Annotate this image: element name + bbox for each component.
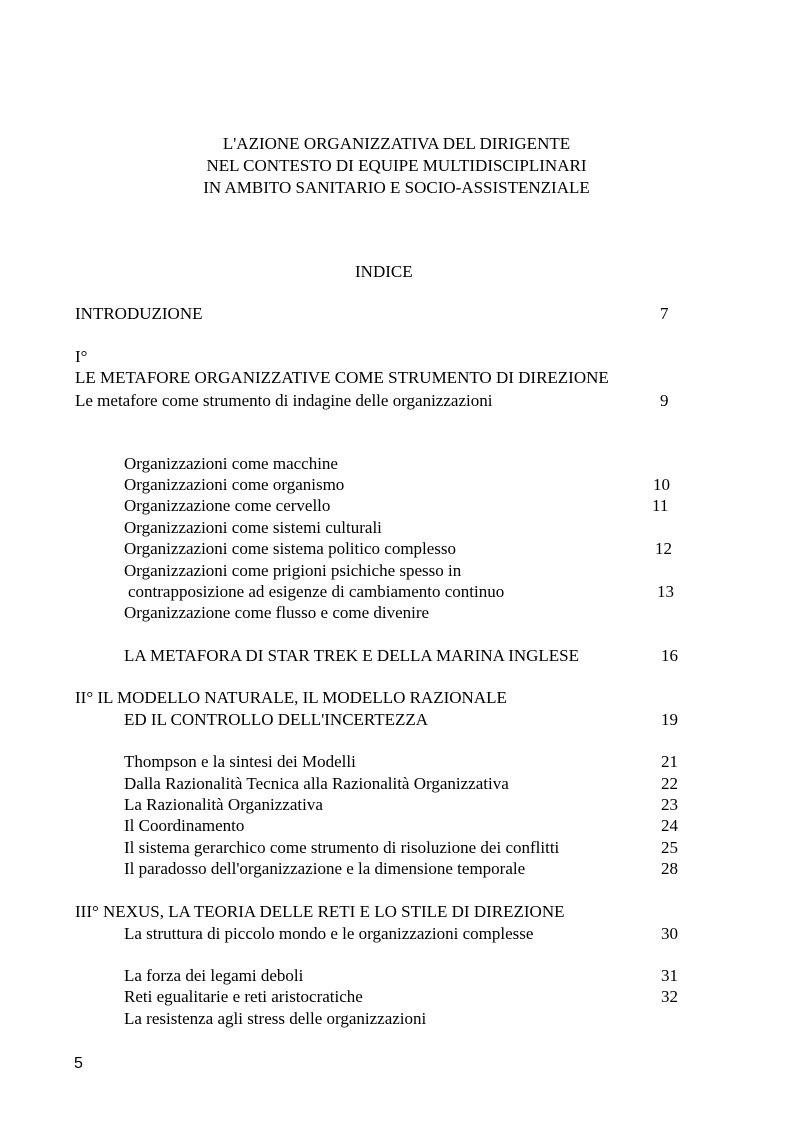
toc-page: 16 [661, 646, 678, 665]
toc-item: La Razionalità Organizzativa [124, 795, 323, 814]
toc-item: LA METAFORA DI STAR TREK E DELLA MARINA INGLESE [124, 646, 580, 665]
toc-page: 13 [657, 582, 674, 601]
toc-page: 32 [661, 987, 678, 1006]
toc-item: Organizzazioni come prigioni psichiche spesso in [124, 561, 462, 580]
toc-item: Organizzazioni come macchine [124, 454, 338, 473]
toc-page: 21 [661, 752, 678, 771]
toc-page: 25 [661, 838, 678, 857]
toc-item: Organizzazioni come organismo [124, 475, 345, 494]
title-line-2: NEL CONTESTO DI EQUIPE MULTIDISCIPLINARI [206, 156, 587, 175]
toc-chapter-ii-title-cont: ED IL CONTROLLO DELL'INCERTEZZA [124, 710, 429, 729]
toc-page: 11 [652, 496, 669, 515]
toc-item: La resistenza agli stress delle organizzazioni [124, 1009, 427, 1028]
toc-chapter-i-title: LE METAFORE ORGANIZZATIVE COME STRUMENTO DI DIREZIONE [75, 368, 609, 387]
title-line-1: L'AZIONE ORGANIZZATIVA DEL DIRIGENTE [222, 134, 571, 153]
toc-page: 12 [655, 539, 672, 558]
toc-page: 28 [661, 859, 678, 878]
toc-page: 9 [660, 391, 669, 410]
toc-item: Le metafore come strumento di indagine delle organizzazioni [75, 391, 493, 410]
document-title [0, 133, 793, 199]
toc-chapter-ii-title: II° IL MODELLO NATURALE, IL MODELLO RAZIONALE [75, 688, 507, 707]
toc-item: Il paradosso dell'organizzazione e la dimensione temporale [124, 859, 526, 878]
index-heading: INDICE [355, 262, 413, 281]
toc-item-introduzione: INTRODUZIONE [75, 304, 203, 323]
toc-page: 22 [661, 774, 678, 793]
toc-item: Reti egualitarie e reti aristocratiche [124, 987, 363, 1006]
toc-item: Dalla Razionalità Tecnica alla Razionalità Organizzativa [124, 774, 509, 793]
toc-page: 10 [653, 475, 670, 494]
toc-chapter-i-number: I° [75, 347, 88, 366]
toc-item: Organizzazioni come sistemi culturali [124, 518, 382, 537]
toc-page: 23 [661, 795, 678, 814]
toc-item: Thompson e la sintesi dei Modelli [124, 752, 356, 771]
toc-item: contrapposizione ad esigenze di cambiamento continuo [128, 582, 505, 601]
toc-item: Organizzazione come flusso e come divenire [124, 603, 430, 622]
toc-chapter-iii-title: III° NEXUS, LA TEORIA DELLE RETI E LO STILE DI DIREZIONE [75, 902, 565, 921]
toc-page: 31 [661, 966, 678, 985]
toc-page: 19 [661, 710, 678, 729]
toc-page-introduzione: 7 [660, 304, 669, 323]
page-number: 5 [74, 1055, 83, 1072]
title-line-3: IN AMBITO SANITARIO E SOCIO-ASSISTENZIALE [203, 178, 590, 197]
toc-item: Il Coordinamento [124, 816, 245, 835]
toc-item: La struttura di piccolo mondo e le organizzazioni complesse [124, 924, 534, 943]
toc-page: 24 [661, 816, 678, 835]
toc-item: La forza dei legami deboli [124, 966, 304, 985]
toc-page: 30 [661, 924, 678, 943]
toc-item: Organizzazione come cervello [124, 496, 331, 515]
toc-item: Il sistema gerarchico come strumento di risoluzione dei conflitti [124, 838, 560, 857]
toc-item: Organizzazioni come sistema politico complesso [124, 539, 457, 558]
